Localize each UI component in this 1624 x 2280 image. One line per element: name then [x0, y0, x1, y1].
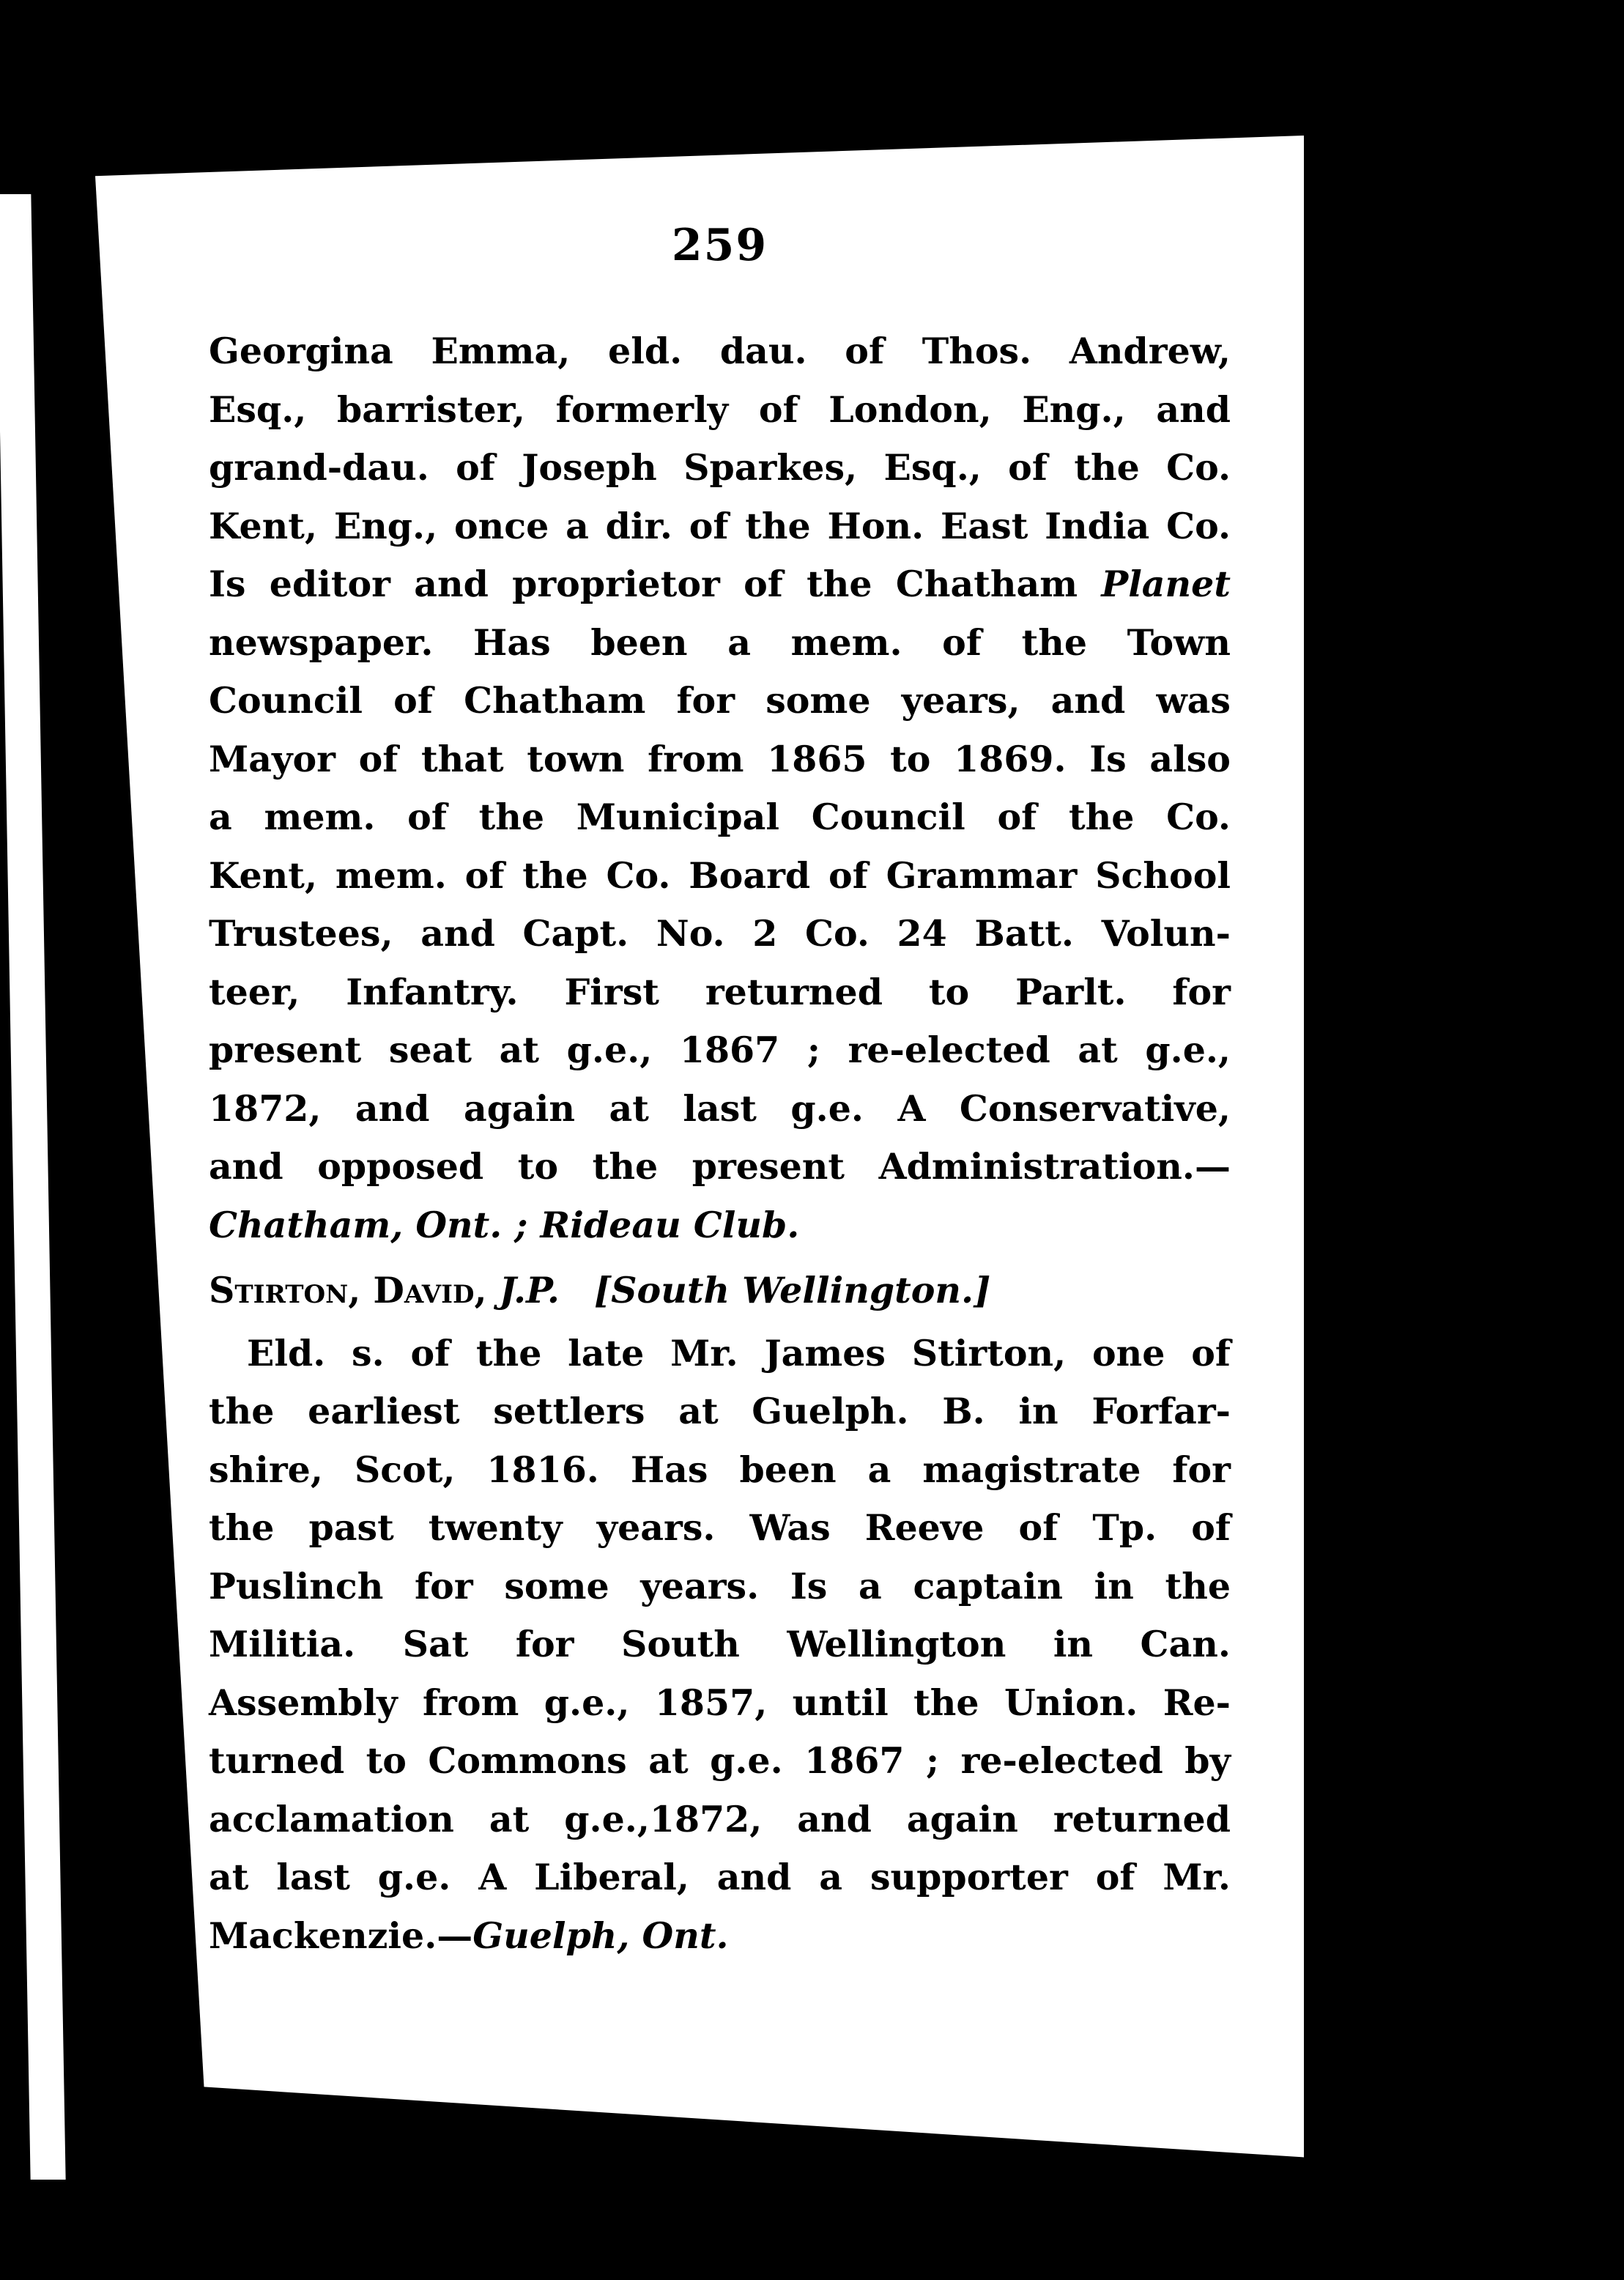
text-line: shire, Scot, 1816. Has been a magistrate for	[209, 1448, 1231, 1491]
entry-title: J.P.	[499, 1269, 560, 1311]
entry-body	[209, 1325, 1231, 1966]
text-line: newspaper. Has been a mem. of the Town	[209, 621, 1231, 664]
text-line: Eld. s. of the late Mr. James Stirton, one of	[247, 1331, 1231, 1374]
adjacent-page-edge	[0, 194, 66, 2180]
text-line: teer, Infantry. First returned to Parlt. for	[209, 970, 1231, 1013]
page-number: 259	[671, 220, 768, 271]
entry-continued	[209, 322, 1231, 1254]
address-line: Chatham, Ont. ; Rideau Club.	[209, 1203, 800, 1246]
entry-constituency: [South Wellington.]	[593, 1269, 991, 1311]
page-text	[209, 220, 1231, 1965]
text-line: a mem. of the Municipal Council of the Co.	[209, 796, 1231, 838]
text-line: Mayor of that town from 1865 to 1869. Is also	[209, 737, 1231, 780]
text-line: 1872, and again at last g.e. A Conservative,	[209, 1087, 1231, 1130]
text-line: Council of Chatham for some years, and was	[209, 679, 1231, 722]
text-line: Trustees, and Capt. No. 2 Co. 24 Batt. Volun-	[209, 912, 1231, 955]
text-line: the earliest settlers at Guelph. B. in Forfar-	[209, 1390, 1231, 1432]
address-segment: Guelph, Ont.	[472, 1914, 729, 1957]
text-line	[209, 555, 1231, 614]
text-line: Puslinch for some years. Is a captain in the	[209, 1564, 1231, 1607]
text-line: Militia. Sat for South Wellington in Can.	[209, 1623, 1231, 1665]
text-line: Assembly from g.e., 1857, until the Union. Re-	[209, 1681, 1231, 1724]
text-line: turned to Commons at g.e. 1867 ; re-elected by	[209, 1739, 1231, 1782]
text-line: grand-dau. of Joseph Sparkes, Esq., of the Co.	[209, 446, 1231, 489]
text-line: at last g.e. A Liberal, and a supporter of Mr.	[209, 1856, 1231, 1898]
text-line: Kent, Eng., once a dir. of the Hon. East India Co.	[209, 504, 1231, 547]
entry-name: Stirton, David,	[209, 1269, 487, 1311]
text-line: present seat at g.e., 1867 ; re-elected at g.e.,	[209, 1029, 1231, 1071]
newspaper-name: Planet	[1101, 563, 1231, 605]
text-line: the past twenty years. Was Reeve of Tp. of	[209, 1506, 1231, 1549]
text-line: Esq., barrister, formerly of London, Eng., and	[209, 388, 1231, 431]
text-line: Kent, mem. of the Co. Board of Grammar School	[209, 854, 1231, 897]
text-line: Georgina Emma, eld. dau. of Thos. Andrew,	[209, 330, 1231, 372]
entry-heading	[209, 1262, 1231, 1320]
text-line	[209, 1907, 1231, 1966]
text-segment: Is editor and proprietor of the Chatham	[209, 563, 1078, 605]
text-segment: Mackenzie.—	[209, 1914, 473, 1957]
text-line: acclamation at g.e.,1872, and again returned	[209, 1797, 1231, 1840]
text-line: and opposed to the present Administration.—	[209, 1145, 1231, 1188]
